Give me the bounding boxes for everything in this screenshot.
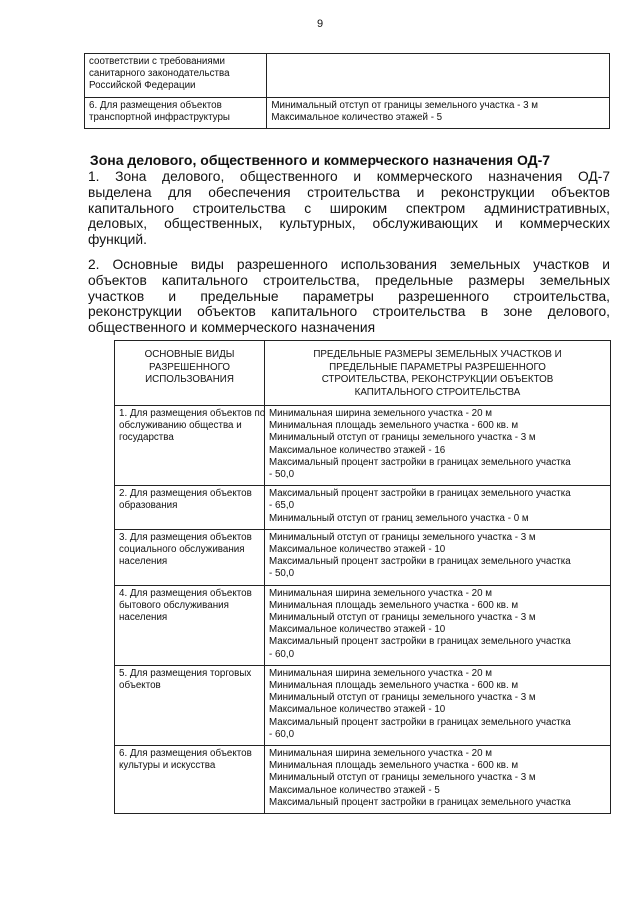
table-row — [85, 97, 610, 128]
cell-line: объектов — [119, 680, 161, 692]
paragraph-line: объектов капитального строительства, предельные размеры земельных — [88, 272, 610, 288]
cell-line: Минимальная площадь земельного участка - 600 кв. м — [269, 680, 519, 692]
cell-line: Максимальный процент застройки в границах земельного участка — [269, 556, 571, 568]
cell-line: 1. Для размещения объектов по — [119, 408, 266, 419]
cell-line: 3. Для размещения объектов — [119, 531, 252, 543]
cell-line: - 60,0 — [269, 728, 295, 740]
cell-line: Максимальный процент застройки в границах земельного участка — [269, 456, 571, 468]
parameters-cell — [267, 97, 610, 128]
paragraph-line: выделена для обеспечения строительства и реконструкции объектов — [88, 184, 610, 200]
parameters-cell — [265, 486, 611, 530]
paragraph-1 — [88, 169, 610, 248]
cell-line: 5. Для размещения торговых — [119, 667, 252, 679]
usage-type-cell — [115, 406, 265, 486]
cell-line: населения — [119, 556, 168, 568]
cell-line: 2. Для размещения объектов — [119, 488, 252, 500]
cell-line: Максимальное количество этажей - 10 — [269, 704, 446, 716]
parameters-cell — [265, 406, 611, 486]
cell-line: государства — [119, 432, 174, 444]
header-line: СТРОИТЕЛЬСТВА, РЕКОНСТРУКЦИИ ОБЪЕКТОВ — [321, 374, 554, 385]
cell-line: Максимальный процент застройки в границах земельного участка — [269, 796, 571, 808]
cell-line: Минимальная площадь земельного участка - 600 кв. м — [269, 760, 519, 772]
section-title: Зона делового, общественного и коммерческого назначения ОД-7 — [89, 152, 551, 168]
usage-type-cell — [85, 54, 267, 98]
parameters-cell — [265, 585, 611, 665]
usage-type-cell — [115, 486, 265, 530]
cell-line: 6. Для размещения объектов — [119, 748, 252, 760]
cell-line: 4. Для размещения объектов — [119, 587, 252, 599]
paragraph-line: деловых, общественных, культурных, обслуживающих и коммерческих — [88, 216, 610, 232]
table-header-row — [115, 341, 611, 406]
header-line: ПРЕДЕЛЬНЫЕ РАЗМЕРЫ ЗЕМЕЛЬНЫХ УЧАСТКОВ И — [313, 349, 562, 360]
paragraph-line: капитального строительства с широким спектром административных, — [88, 200, 610, 216]
top-table — [84, 53, 610, 129]
cell-line: - 60,0 — [269, 648, 295, 660]
cell-line: Максимальный процент застройки в границах земельного участка — [269, 636, 571, 648]
cell-line: Минимальный отступ от границы земельного участка - 3 м — [271, 99, 539, 111]
header-line: КАПИТАЛЬНОГО СТРОИТЕЛЬСТВА — [354, 386, 521, 398]
table-row — [85, 54, 610, 98]
cell-line: Минимальный отступ от границы земельного участка - 3 м — [269, 772, 536, 784]
header-line: ОСНОВНЫЕ ВИДЫ — [144, 349, 235, 360]
cell-line: 6. Для размещения объектов — [89, 99, 222, 111]
cell-line: Максимальное количество этажей - 5 — [271, 111, 443, 123]
cell-line: Минимальная ширина земельного участка - 20 м — [269, 408, 492, 419]
cell-line: Максимальный процент застройки в границах земельного участка — [269, 716, 571, 728]
table-row — [115, 529, 611, 585]
zoning-table — [114, 340, 611, 814]
cell-line: Максимальное количество этажей - 16 — [269, 444, 446, 456]
cell-line: Минимальный отступ от границы земельного участка - 3 м — [269, 432, 536, 444]
table-row — [115, 585, 611, 665]
paragraph-line: 2. Основные виды разрешенного использования земельных участков и — [88, 257, 610, 272]
header-line: РАЗРЕШЕННОГО — [149, 361, 230, 373]
paragraph-line: 1. Зона делового, общественного и коммерческого назначения ОД-7 — [88, 169, 610, 184]
table-row — [115, 665, 611, 745]
cell-line: культуры и искусства — [119, 760, 216, 772]
cell-line: Минимальная ширина земельного участка - 20 м — [269, 667, 492, 679]
cell-line: социального обслуживания — [119, 544, 245, 556]
parameters-cell — [265, 529, 611, 585]
header-usage-types — [115, 341, 265, 406]
cell-line: санитарного законодательства — [89, 68, 230, 80]
header-line: ПРЕДЕЛЬНЫЕ ПАРАМЕТРЫ РАЗРЕШЕННОГО — [329, 361, 546, 373]
cell-line: Минимальный отступ от границы земельного участка - 3 м — [269, 531, 536, 543]
paragraph-line: реконструкции объектов капитального строительства в зоне делового, — [88, 304, 610, 320]
header-line: ИСПОЛЬЗОВАНИЯ — [145, 374, 234, 385]
paragraph-line: функций. — [88, 232, 147, 248]
cell-line: - 50,0 — [269, 568, 295, 580]
header-parameters — [265, 341, 611, 406]
cell-line: Максимальный процент застройки в границах земельного участка — [269, 488, 571, 500]
usage-type-cell — [115, 585, 265, 665]
parameters-cell — [267, 54, 610, 98]
cell-line: населения — [119, 612, 168, 624]
cell-line: Минимальная ширина земельного участка - 20 м — [269, 587, 492, 599]
paragraph-line: участков и предельные параметры разрешенного строительства, — [88, 288, 610, 304]
paragraph-line: общественного и коммерческого назначения — [88, 320, 376, 336]
cell-line: - 65,0 — [269, 500, 295, 512]
cell-line: транспортной инфраструктуры — [89, 111, 230, 123]
usage-type-cell — [85, 97, 267, 128]
paragraph-2 — [88, 257, 610, 336]
table-row — [115, 406, 611, 486]
cell-line: соответствии с требованиями — [89, 56, 225, 67]
cell-line: Минимальный отступ от границы земельного участка - 3 м — [269, 692, 536, 704]
usage-type-cell — [115, 529, 265, 585]
parameters-cell — [265, 665, 611, 745]
cell-line: обслуживанию общества и — [119, 420, 242, 432]
cell-line: бытового обслуживания — [119, 599, 229, 611]
cell-line: Минимальная ширина земельного участка - 20 м — [269, 748, 492, 760]
cell-line: - 50,0 — [269, 469, 295, 481]
table-row — [115, 746, 611, 814]
table-row — [115, 486, 611, 530]
cell-line: Минимальный отступ от границ земельного участка - 0 м — [269, 512, 529, 524]
cell-line: Минимальная площадь земельного участка - 600 кв. м — [269, 599, 519, 611]
page-number: 9 — [316, 18, 324, 30]
parameters-cell — [265, 746, 611, 814]
cell-line: Минимальная площадь земельного участка - 600 кв. м — [269, 420, 519, 432]
cell-line: Минимальный отступ от границы земельного участка - 3 м — [269, 612, 536, 624]
cell-line: образования — [119, 500, 178, 512]
cell-line: Максимальное количество этажей - 5 — [269, 784, 440, 796]
usage-type-cell — [115, 746, 265, 814]
cell-line: Максимальное количество этажей - 10 — [269, 544, 446, 556]
usage-type-cell — [115, 665, 265, 745]
cell-line: Российской Федерации — [89, 80, 196, 92]
cell-line: Максимальное количество этажей - 10 — [269, 624, 446, 636]
